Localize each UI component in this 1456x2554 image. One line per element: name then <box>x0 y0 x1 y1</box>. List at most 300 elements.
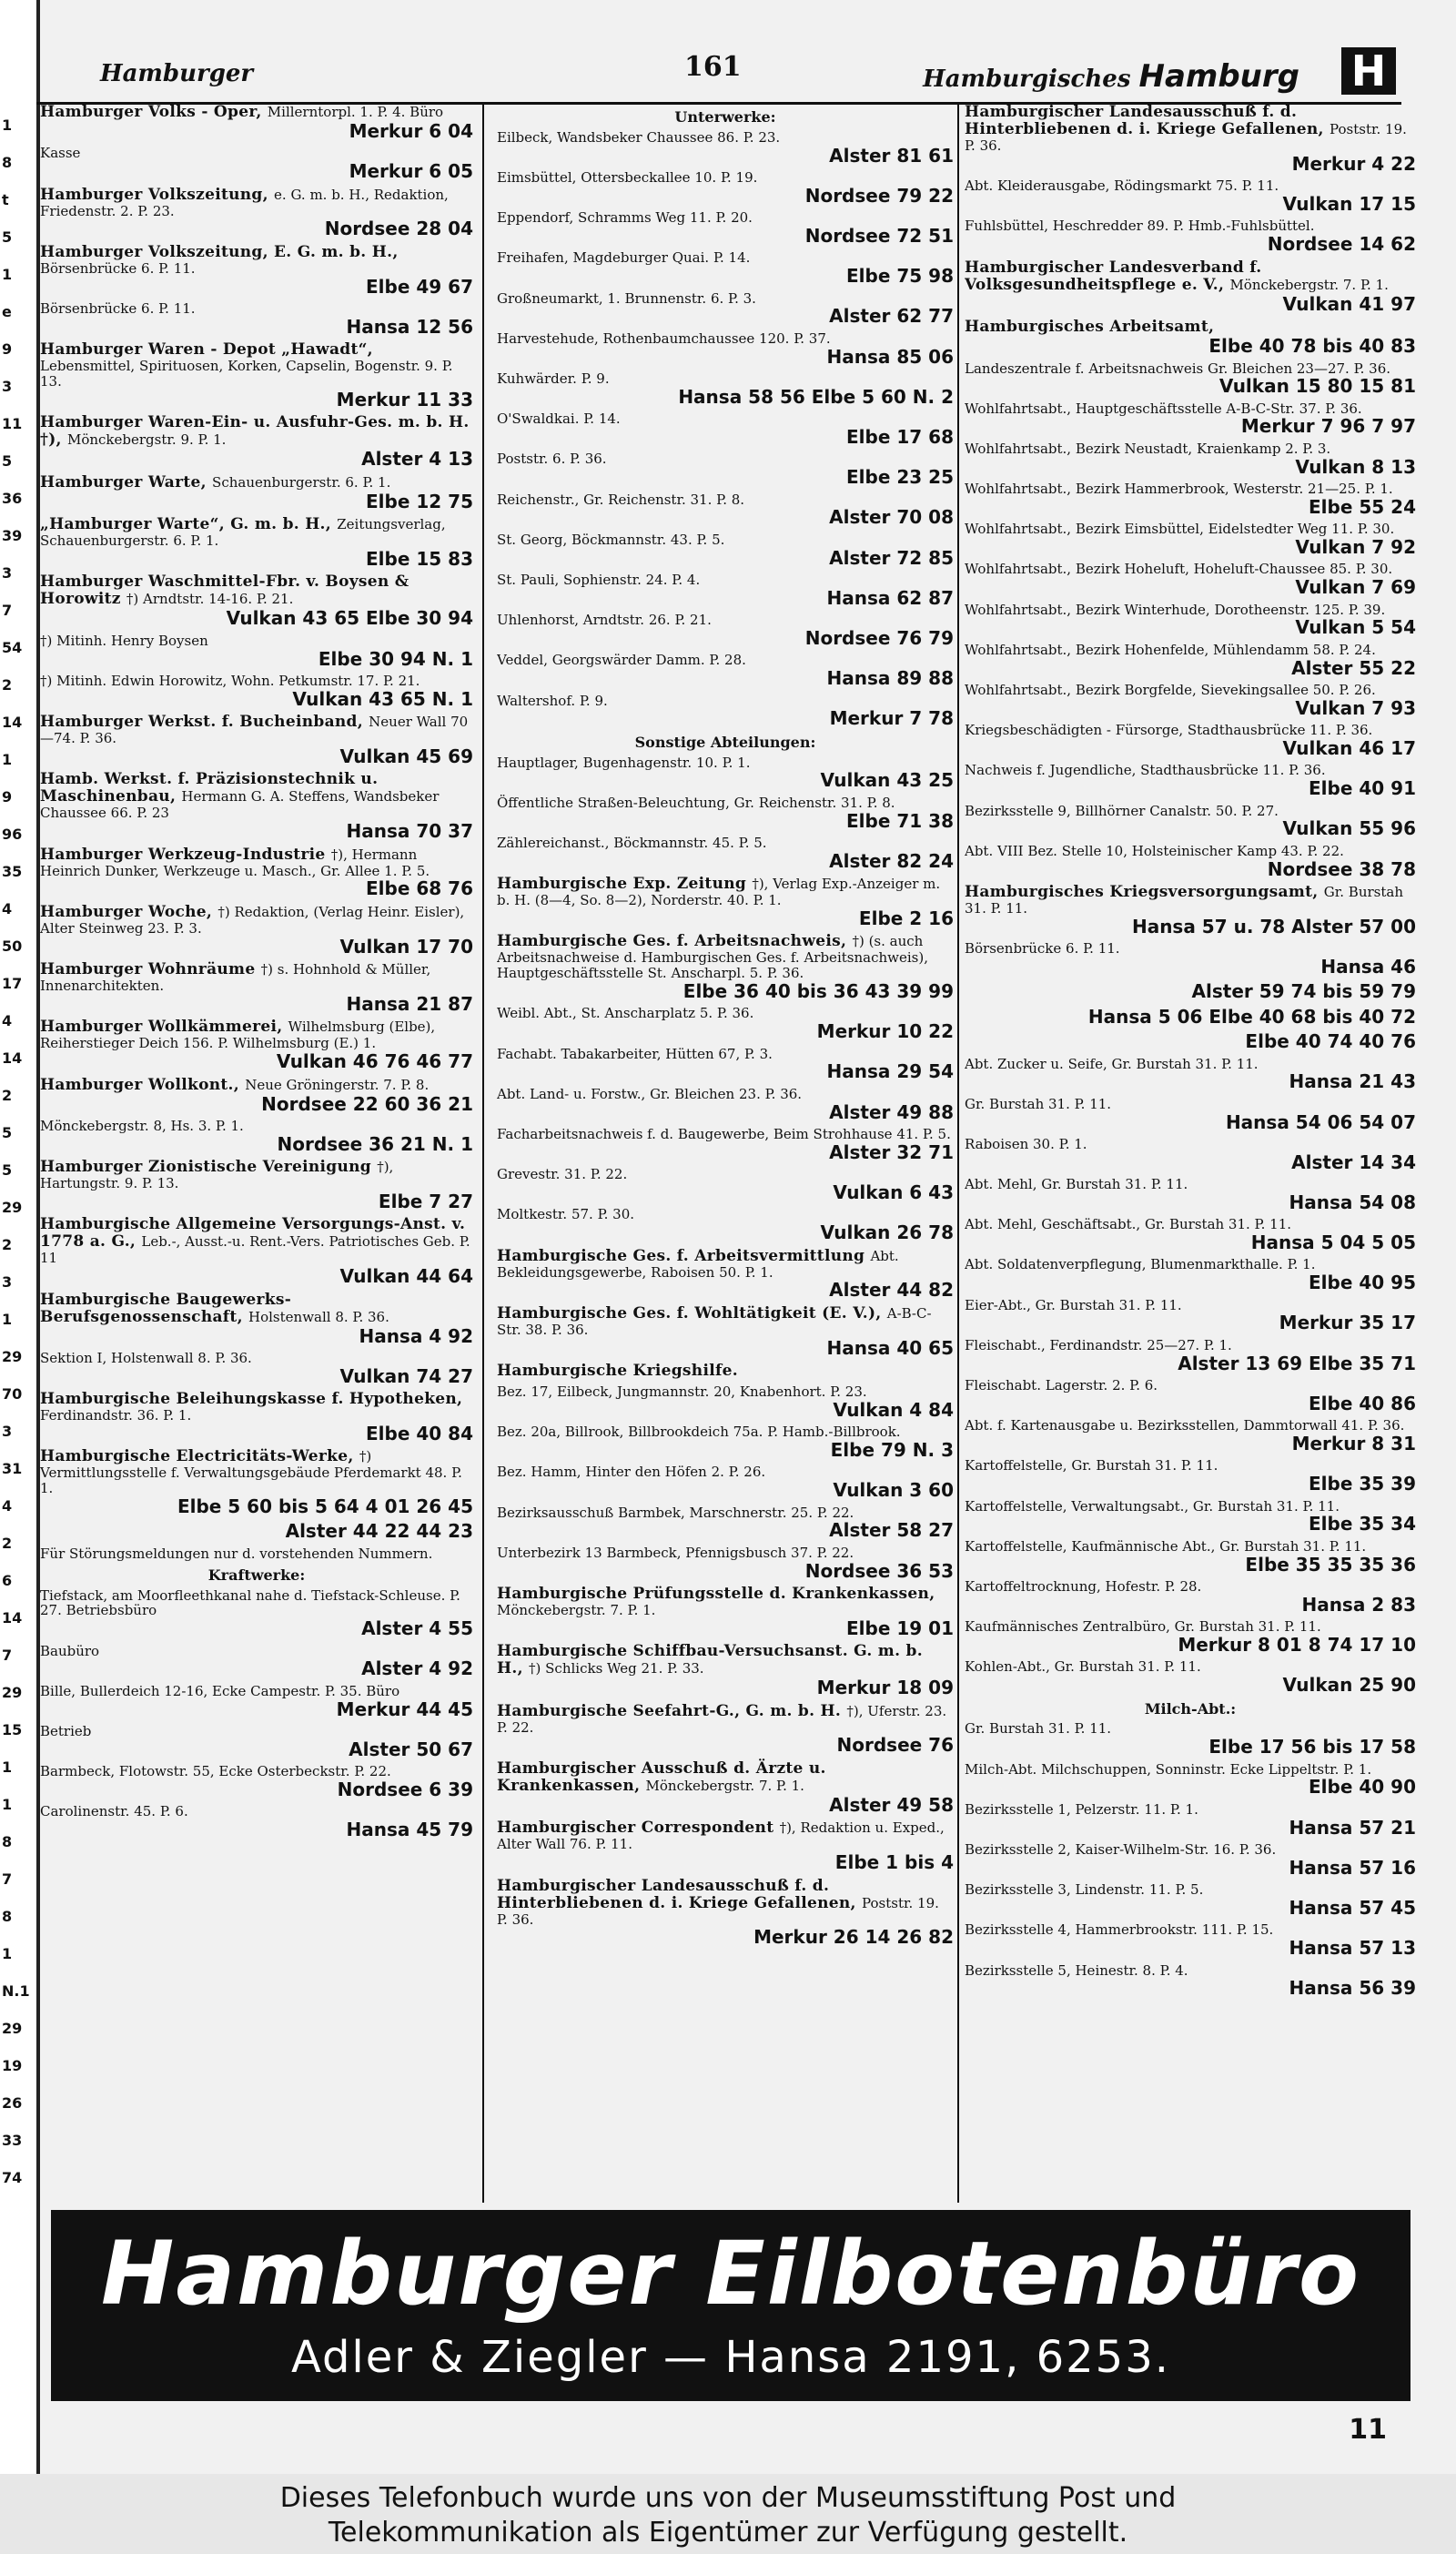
listing-entry <box>965 1378 1416 1414</box>
entry-name: Hamburgische Ges. f. Wohltätigkeit (E. V.), <box>497 1303 887 1323</box>
entry-phone: Hansa 4 92 <box>359 1324 473 1347</box>
margin-fragment: 4 <box>2 1012 13 1029</box>
entry-phone: Vulkan 43 25 <box>820 769 954 792</box>
listing-entry <box>497 694 954 729</box>
listing-entry <box>40 1292 473 1346</box>
entry-phone: Hansa 21 43 <box>1289 1070 1416 1093</box>
entry-address: †) Vermittlungsstelle f. Verwaltungsgebäude Pferdemarkt 48. P. 1. <box>40 1448 462 1497</box>
entry-phone: Vulkan 8 13 <box>1295 455 1416 478</box>
entry-phone: Elbe 5 60 bis 5 64 4 01 26 45 <box>177 1495 473 1518</box>
entry-address: Mönckebergstr. 9. P. 1. <box>66 431 227 449</box>
listing-entry <box>40 516 473 569</box>
page-number: 161 <box>684 51 742 83</box>
margin-fragment: 5 <box>2 228 13 246</box>
entry-address: Unterbezirk 13 Barmbeck, Pfennigsbusch 37. P. 22. <box>497 1544 854 1561</box>
margin-fragment: 14 <box>2 1609 23 1627</box>
listing-entry <box>965 1338 1416 1373</box>
header-right-big: Hamburg <box>1138 58 1299 95</box>
header-right <box>923 58 1299 95</box>
listing-entry <box>40 1521 473 1541</box>
entry-address: †), Hartungstr. 9. P. 13. <box>40 1159 394 1192</box>
entry-address: Wohlfahrtsabt., Bezirk Hammerbrook, Westerstr. 21—25. P. 1. <box>965 481 1393 498</box>
margin-fragment: 2 <box>2 676 13 694</box>
entry-address: Waltershof. P. 9. <box>497 692 608 709</box>
listing-entry <box>40 1216 473 1286</box>
entry-phone: Nordsee 79 22 <box>804 184 954 207</box>
entry-name: Hamburgischer Ausschuß d. Ärzte u. Krankenkassen, <box>497 1758 826 1795</box>
listing-entry <box>965 1963 1416 1999</box>
entry-address: Neue Gröningerstr. 7. P. 8. <box>245 1076 430 1093</box>
entry-address: Börsenbrücke 6. P. 11. <box>40 300 196 318</box>
entry-phone: Elbe 1 bis 4 <box>834 1851 954 1874</box>
listing-entry <box>497 796 954 831</box>
entry-address: Eimsbüttel, Ottersbeckallee 10. P. 19. <box>497 169 758 187</box>
entry-address: †), Verlag Exp.-Anzeiger m. b. H. (8—4, So. 8—2), Norderstr. 40. P. 1. <box>497 876 941 909</box>
entry-address: Bille, Bullerdeich 12-16, Ecke Campestr. P. 35. Büro <box>40 1682 400 1699</box>
listing-entry <box>497 1464 954 1500</box>
entry-name: Hamburgische Beleihungskasse f. Hypotheken, <box>40 1390 463 1409</box>
listing-entry <box>965 1842 1416 1878</box>
margin-fragment: 7 <box>2 602 13 619</box>
entry-phone: Elbe 30 94 N. 1 <box>318 647 473 670</box>
listing-entry <box>965 1619 1416 1655</box>
margin-fragment: t <box>2 191 9 208</box>
entry-name: Hamburgischer Correspondent <box>497 1819 780 1838</box>
entry-address: Bezirksstelle 5, Heinestr. 8. P. 4. <box>965 1961 1188 1979</box>
listing-entry <box>497 1207 954 1242</box>
header-right-text: Hamburgisches <box>923 66 1131 93</box>
listing-entry <box>497 1878 954 1948</box>
entry-address: Leb.-, Ausst.-u. Rent.-Vers. Patriotisches Geb. P. 11 <box>40 1233 470 1267</box>
entry-name: Hamb. Werkst. f. Präzisionstechnik u. Maschinenbau, <box>40 770 379 806</box>
entry-name: Hamburger Volkszeitung, <box>40 185 275 204</box>
entry-address: Bez. 20a, Billrook, Billbrookdeich 75a. P. Hamb.-Billbrook. <box>497 1424 901 1441</box>
entry-phone: Alster 50 67 <box>349 1738 473 1760</box>
listing-entry <box>40 414 473 469</box>
listing-entry <box>965 441 1416 477</box>
listing-entry <box>40 1684 473 1719</box>
listing-entry <box>40 146 473 181</box>
listing-entry <box>965 1721 1416 1757</box>
entry-phone: Vulkan 25 90 <box>1282 1674 1416 1697</box>
entry-name: Hamburgischer Landesverband f. Volksgesundheitspflege e. V., <box>965 258 1262 294</box>
margin-fragment: 39 <box>2 527 23 544</box>
entry-phone: Nordsee 14 62 <box>1267 233 1416 256</box>
entry-address: Abt. VIII Bez. Stelle 10, Holsteinischer Kamp 43. P. 22. <box>965 842 1344 859</box>
entry-address: Nachweis f. Jugendliche, Stadthausbrücke 11. P. 36. <box>965 762 1326 779</box>
entry-address: †) s. Hohnhold & Müller, Innenarchitekten. <box>40 961 431 995</box>
entry-phone: Merkur 44 45 <box>336 1698 473 1720</box>
margin-fragment: 29 <box>2 1684 23 1701</box>
entry-phone: Merkur 11 33 <box>336 388 473 410</box>
entry-address: Abt. Mehl, Gr. Burstah 31. P. 11. <box>965 1176 1188 1193</box>
entry-address: Millerntorpl. 1. P. 4. Büro <box>267 104 444 120</box>
listing-entry <box>965 1458 1416 1494</box>
entry-phone: Elbe 17 56 bis 17 58 <box>1208 1736 1416 1758</box>
entry-phone: Alster 13 69 Elbe 35 71 <box>1178 1352 1416 1374</box>
entry-phone: Alster 4 13 <box>361 448 473 471</box>
entry-address: Kriegsbeschädigten - Fürsorge, Stadthausbrücke 11. P. 36. <box>965 722 1373 739</box>
listing-entry <box>40 1077 473 1114</box>
entry-address: Betrieb <box>40 1722 92 1739</box>
entry-name: Hamburgisches Arbeitsamt, <box>965 318 1215 337</box>
entry-phone: Elbe 35 39 <box>1309 1473 1416 1495</box>
entry-name: Hamburgisches Kriegsversorgungsamt, <box>965 882 1324 901</box>
entry-address: Fleischabt. Lagerstr. 2. P. 6. <box>965 1377 1158 1394</box>
listing-entry <box>497 130 954 166</box>
entry-address: †) Redaktion, (Verlag Heinr. Eisler), Alter Steinweg 23. P. 3. <box>40 903 465 937</box>
entry-phone: Alster 70 08 <box>829 506 954 529</box>
entry-phone: Hansa 2 83 <box>1301 1593 1416 1616</box>
listing-entry <box>40 1764 473 1799</box>
entry-phone: Nordsee 6 39 <box>337 1778 473 1800</box>
entry-name: Hamburger Waschmittel-Fbr. v. Boysen & Horowitz <box>40 573 410 609</box>
listing-entry <box>40 1448 473 1516</box>
margin-fragment: N.1 <box>2 1982 30 2000</box>
listing-entry <box>497 1047 954 1082</box>
entry-phone: Elbe 71 38 <box>846 809 954 832</box>
entry-address: Gr. Burstah 31. P. 11. <box>965 1720 1112 1738</box>
footer-line-2: Telekommunikation als Eigentümer zur Verfügung gestellt. <box>328 2516 1128 2549</box>
entry-phone: Hansa 12 56 <box>346 315 473 338</box>
listing-entry <box>497 1643 954 1698</box>
entry-name: Hamburger Werkst. f. Bucheinband, <box>40 713 369 732</box>
entry-name: Hamburgische Exp. Zeitung <box>497 875 753 894</box>
entry-address: Raboisen 30. P. 1. <box>965 1135 1087 1152</box>
listing-entry <box>965 1418 1416 1454</box>
entry-phone: Merkur 4 22 <box>1291 152 1416 175</box>
listing-entry <box>40 1019 473 1071</box>
entry-address: †), Uferstr. 23. P. 22. <box>497 1702 947 1736</box>
entry-address: Wohlfahrtsabt., Bezirk Eimsbüttel, Eidelstedter Weg 11. P. 30. <box>965 521 1395 538</box>
entry-phone: Hansa 58 56 Elbe 5 60 N. 2 <box>678 385 954 408</box>
margin-fragment: 1 <box>2 266 13 283</box>
entry-address: Poststr. 6. P. 36. <box>497 451 607 468</box>
entry-name: Hamburger Zionistische Vereinigung <box>40 1158 378 1177</box>
entry-address: †) (s. auch Arbeitsnachweise d. Hamburgischen Ges. f. Arbeitsnachweis), Hauptgeschäftsstelle St. Anscharpl. 5. P. 36. <box>497 933 928 982</box>
listing-entry <box>965 844 1416 879</box>
listing-entry <box>497 411 954 447</box>
entry-address: †) Schlicks Weg 21. P. 33. <box>529 1660 704 1677</box>
entry-address: Poststr. 19. P. 36. <box>497 1894 939 1928</box>
listing-entry <box>40 1724 473 1759</box>
entry-address: Börsenbrücke 6. P. 11. <box>40 259 196 277</box>
entry-phone: Vulkan 7 69 <box>1295 576 1416 599</box>
listing-entry <box>497 492 954 528</box>
entry-address: Wohlfahrtsabt., Bezirk Winterhude, Dorotheenstr. 125. P. 39. <box>965 601 1386 618</box>
listing-entry <box>497 755 954 791</box>
listing-entry <box>40 1159 473 1211</box>
running-header <box>36 47 1401 98</box>
entry-phone: Hansa 5 04 5 05 <box>1250 1231 1416 1254</box>
entry-phone: Nordsee 36 53 <box>804 1559 954 1582</box>
entry-address: Großneumarkt, 1. Brunnenstr. 6. P. 3. <box>497 289 756 307</box>
entry-address: St. Pauli, Sophienstr. 24. P. 4. <box>497 571 701 588</box>
entry-address: O'Swaldkai. P. 14. <box>497 410 621 428</box>
margin-fragment: 3 <box>2 564 13 582</box>
entry-phone: Merkur 35 17 <box>1279 1312 1416 1334</box>
entry-name: Hamburgische Seefahrt-G., G. m. b. H. <box>497 1701 847 1720</box>
entry-phone: Elbe 23 25 <box>846 466 954 489</box>
entry-phone: Hansa 54 06 54 07 <box>1225 1110 1416 1133</box>
listing-entry <box>497 210 954 246</box>
entry-name: Hamburger Wollkont., <box>40 1075 246 1094</box>
entry-phone: Nordsee 72 51 <box>804 225 954 248</box>
entry-name: Hamburgische Allgemeine Versorgungs-Anst. v. 1778 a. G., <box>40 1215 466 1252</box>
entry-name: Hamburger Woche, <box>40 902 218 921</box>
entry-address: Mönckebergstr. 7. P. 1. <box>1229 276 1389 293</box>
entry-phone: Elbe 40 90 <box>1309 1776 1416 1799</box>
entry-address: Hauptlager, Bugenhagenstr. 10. P. 1. <box>497 754 751 771</box>
listing-entry <box>40 573 473 628</box>
listing-entry <box>40 714 473 766</box>
listing-entry <box>40 1804 473 1839</box>
entry-address: Abt. Zucker u. Seife, Gr. Burstah 31. P. 11. <box>965 1055 1259 1072</box>
margin-fragment: 3 <box>2 1273 13 1291</box>
column-divider <box>482 104 484 2203</box>
entry-address: Wohlfahrtsabt., Hauptgeschäftsstelle A-B-C-Str. 37. P. 36. <box>965 400 1362 417</box>
listing-entry <box>965 1539 1416 1575</box>
bottom-page-number: 11 <box>1349 2414 1387 2446</box>
entry-address: Abt. f. Kartenausgabe u. Bezirksstellen, Dammtorwall 41. P. 36. <box>965 1417 1405 1434</box>
entry-phone: Merkur 6 05 <box>349 160 473 183</box>
entry-address: Facharbeitsnachweis f. d. Baugewerbe, Beim Strohhause 41. P. 5. <box>497 1125 951 1142</box>
listing-entry <box>497 451 954 487</box>
entry-address: Bezirksstelle 9, Billhörner Canalstr. 50. P. 27. <box>965 802 1279 819</box>
margin-fragment: 11 <box>2 415 23 432</box>
entry-address: Kartoffelstelle, Gr. Burstah 31. P. 11. <box>965 1457 1218 1475</box>
entry-address: Baubüro <box>40 1642 100 1659</box>
advertisement-banner <box>51 2210 1410 2401</box>
listing-entry <box>40 1588 473 1639</box>
entry-phone: Hansa 57 21 <box>1289 1816 1416 1839</box>
entry-name: Hamburgische Electricitäts-Werke, <box>40 1447 359 1466</box>
margin-fragment: 9 <box>2 340 13 358</box>
listing-entry <box>965 1057 1416 1092</box>
thumb-index-tab: H <box>1341 47 1396 95</box>
listing-entry <box>965 1031 1416 1051</box>
entry-phone: Vulkan 17 70 <box>339 935 473 958</box>
listing-entry <box>497 653 954 688</box>
margin-fragment: 50 <box>2 937 23 955</box>
margin-fragment: 2 <box>2 1236 13 1253</box>
listing-entry <box>965 1257 1416 1292</box>
entry-phone: Merkur 7 78 <box>829 707 954 730</box>
listing-entry <box>497 1384 954 1420</box>
entry-address: Bezirksstelle 1, Pelzerstr. 11. P. 1. <box>965 1800 1198 1818</box>
margin-fragment: 15 <box>2 1721 23 1738</box>
margin-fragment: 1 <box>2 1311 13 1328</box>
margin-fragment: 96 <box>2 826 23 843</box>
entry-address: Freihafen, Magdeburger Quai. P. 14. <box>497 249 751 267</box>
entry-phone: Elbe 2 16 <box>858 907 954 930</box>
margin-fragment: 1 <box>2 1758 13 1776</box>
entry-name: Hamburger Waren - Depot „Hawadt“, <box>40 340 373 360</box>
entry-name: Hamburger Volks - Oper, <box>40 104 268 121</box>
listing-entry <box>965 1922 1416 1958</box>
listing-entry <box>497 1703 954 1756</box>
header-left: Hamburger <box>100 60 254 87</box>
listing-entry <box>497 573 954 608</box>
entry-address: Kuhwärder. P. 9. <box>497 370 610 388</box>
listing-entry <box>40 904 473 957</box>
margin-fragment: 1 <box>2 1945 13 1962</box>
margin-fragment: 7 <box>2 1870 13 1888</box>
listing-entry <box>965 104 1416 174</box>
entry-address: Wohlfahrtsabt., Bezirk Borgfelde, Sievekingsallee 50. P. 26. <box>965 682 1376 698</box>
listing-entry <box>965 981 1416 1001</box>
listing-entry <box>965 1762 1416 1798</box>
entry-address: Zeitungsverlag, Schauenburgerstr. 6. P. 1. <box>40 516 446 550</box>
listing-entry <box>497 371 954 407</box>
listing-entry <box>497 1546 954 1581</box>
entry-phone: Hansa 57 45 <box>1289 1896 1416 1919</box>
entry-address: Wohlfahrtsabt., Bezirk Hohenfelde, Mühlendamm 58. P. 24. <box>965 641 1376 658</box>
entry-phone: Vulkan 74 27 <box>339 1364 473 1387</box>
listing-entry <box>497 1248 954 1301</box>
margin-fragment: 9 <box>2 788 13 806</box>
listing-entry <box>965 884 1416 937</box>
listing-entry <box>497 1167 954 1202</box>
entry-phone: Merkur 7 96 7 97 <box>1240 415 1416 438</box>
entry-phone: Nordsee 22 60 36 21 <box>261 1092 473 1115</box>
entry-phone: Elbe 35 35 35 36 <box>1245 1553 1416 1576</box>
entry-address: Fleischabt., Ferdinandstr. 25—27. P. 1. <box>965 1336 1232 1353</box>
entry-address: Wohlfahrtsabt., Bezirk Neustadt, Kraienkamp 2. P. 3. <box>965 440 1331 457</box>
listing-entry <box>965 259 1416 314</box>
section-heading: Sonstige Abteilungen: <box>634 733 816 751</box>
entry-address: †), Hermann Heinrich Dunker, Werkzeuge u. Masch., Gr. Allee 1. P. 5. <box>40 846 430 879</box>
listing-entry <box>40 674 473 709</box>
entry-phone: Merkur 8 31 <box>1291 1433 1416 1454</box>
entry-phone: Hansa 29 54 <box>826 1060 954 1083</box>
entry-phone: Elbe 36 40 bis 36 43 39 99 <box>682 980 954 1003</box>
entry-address: Ferdinandstr. 36. P. 1. <box>40 1407 192 1424</box>
listing-entry <box>497 876 954 928</box>
entry-phone: Hansa 45 79 <box>346 1819 473 1841</box>
entry-phone: Hansa 21 87 <box>346 992 473 1015</box>
entry-phone: Vulkan 7 93 <box>1295 696 1416 719</box>
margin-fragment: 70 <box>2 1385 23 1403</box>
entry-name: Hamburgische Schiffbau-Versuchsanst. G. m. b. H., <box>497 1642 923 1678</box>
entry-address: Poststr. 19. P. 36. <box>965 121 1407 155</box>
entry-phone: Elbe 7 27 <box>378 1190 473 1212</box>
entry-phone: Vulkan 44 64 <box>339 1265 473 1288</box>
entry-phone: Hansa 40 65 <box>826 1336 954 1359</box>
ad-subtitle: Adler & Ziegler — Hansa 2191, 6253. <box>290 2332 1171 2383</box>
entry-address: Abt. Soldatenverpflegung, Blumenmarkthalle. P. 1. <box>965 1256 1316 1273</box>
listing-entry <box>497 836 954 871</box>
entry-address: Kartoffelstelle, Kaufmännische Abt., Gr. Burstah 31. P. 11. <box>965 1537 1367 1555</box>
entry-phone: Hansa 70 37 <box>346 820 473 843</box>
entry-address: Schauenburgerstr. 6. P. 1. <box>212 473 391 491</box>
entry-phone: Elbe 35 34 <box>1309 1513 1416 1535</box>
entry-address: Eppendorf, Schramms Weg 11. P. 20. <box>497 209 753 227</box>
entry-address: Bezirksstelle 3, Lindenstr. 11. P. 5. <box>965 1881 1204 1899</box>
column-2 <box>497 104 954 2203</box>
margin-fragment: 5 <box>2 452 13 470</box>
listing-entry <box>965 1882 1416 1918</box>
entry-address: Abt. Kleiderausgabe, Rödingsmarkt 75. P. 11. <box>965 177 1279 195</box>
entry-phone: Hansa 62 87 <box>826 586 954 609</box>
entry-phone: Elbe 55 24 <box>1309 495 1416 518</box>
entry-address: Sektion I, Holstenwall 8. P. 36. <box>40 1350 252 1367</box>
margin-fragment: 4 <box>2 900 13 917</box>
entry-address: Grevestr. 31. P. 22. <box>497 1166 628 1183</box>
entry-address: †), Redaktion u. Exped., Alter Wall 76. P. 11. <box>497 1819 945 1853</box>
margin-fragment: 31 <box>2 1460 23 1477</box>
listing-entry <box>965 603 1416 638</box>
margin-fragment: 17 <box>2 975 23 992</box>
entry-address: Wohlfahrtsabt., Bezirk Hoheluft, Hoheluft-Chaussee 85. P. 30. <box>965 561 1393 578</box>
listing-entry <box>40 1119 473 1154</box>
margin-fragment: 3 <box>2 378 13 395</box>
entry-phone: Alster 72 85 <box>829 546 954 569</box>
listing-entry <box>40 244 473 297</box>
margin-fragment: 8 <box>2 1833 13 1850</box>
margin-fragment: 5 <box>2 1124 13 1141</box>
margin-fragment: 5 <box>2 1161 13 1179</box>
listing-entry <box>497 613 954 648</box>
margin-fragment: 2 <box>2 1087 13 1104</box>
listing-entry <box>965 481 1416 517</box>
entry-phone: Elbe 40 91 <box>1309 777 1416 800</box>
margin-fragment: 74 <box>2 2169 23 2186</box>
entry-address: Für Störungsmeldungen nur d. vorstehenden Nummern. <box>40 1545 433 1562</box>
entry-phone: Hansa 57 13 <box>1289 1937 1416 1960</box>
column-3 <box>965 104 1416 2203</box>
entry-phone: Alster 44 82 <box>829 1279 954 1302</box>
entry-address: Moltkestr. 57. P. 30. <box>497 1206 635 1223</box>
listing-entry <box>497 331 954 367</box>
column-1 <box>40 104 473 2203</box>
listing-entry <box>965 723 1416 758</box>
entry-address: Abt. Land- u. Forstw., Gr. Bleichen 23. P. 36. <box>497 1085 803 1102</box>
margin-fragment: 19 <box>2 2057 23 2074</box>
entry-address: Öffentliche Straßen-Beleuchtung, Gr. Reichenstr. 31. P. 8. <box>497 794 895 811</box>
listing-entry <box>40 846 473 899</box>
section-heading: Milch-Abt.: <box>1144 1699 1237 1718</box>
entry-phone: Vulkan 26 78 <box>820 1221 954 1244</box>
margin-fragment: 26 <box>2 2094 23 2112</box>
entry-phone: Alster 4 92 <box>361 1657 473 1680</box>
entry-name: Hamburgische Kriegshilfe. <box>497 1361 738 1380</box>
entry-phone: Alster 32 71 <box>829 1140 954 1163</box>
entry-address: Uhlenhorst, Arndtstr. 26. P. 21. <box>497 612 712 629</box>
entry-name: Hamburger Waren-Ein- u. Ausfuhr-Ges. m. b. H. †), <box>40 413 470 450</box>
entry-phone: Alster 82 24 <box>829 849 954 872</box>
column-divider <box>957 104 959 2203</box>
entry-address: Bez. 17, Eilbeck, Jungmannstr. 20, Knabenhort. P. 23. <box>497 1383 867 1401</box>
entry-name: Hamburger Wohnräume <box>40 960 261 979</box>
listing-entry <box>965 522 1416 557</box>
entry-address: Kaufmännisches Zentralbüro, Gr. Burstah 31. P. 11. <box>965 1618 1321 1636</box>
margin-fragment: 1 <box>2 1796 13 1813</box>
entry-address: Weibl. Abt., St. Anscharplatz 5. P. 36. <box>497 1005 754 1022</box>
entry-address: Bez. Hamm, Hinter den Höfen 2. P. 26. <box>497 1464 766 1481</box>
listing-entry <box>965 1298 1416 1333</box>
listing-entry <box>965 319 1416 356</box>
entry-name: Hamburgischer Landesausschuß f. d. Hinterbliebenen d. i. Kriege Gefallenen, <box>965 104 1330 139</box>
listing-entry <box>40 187 473 239</box>
listing-entry <box>497 1363 954 1380</box>
entry-phone: Vulkan 7 92 <box>1295 536 1416 559</box>
margin-fragment: 54 <box>2 639 23 656</box>
entry-address: Landeszentrale f. Arbeitsnachweis Gr. Bleichen 23—27. P. 36. <box>965 360 1391 377</box>
entry-phone: Elbe 40 95 <box>1309 1272 1416 1294</box>
entry-address: Reichenstr., Gr. Reichenstr. 31. P. 8. <box>497 491 745 508</box>
entry-phone: Merkur 8 01 8 74 17 10 <box>1178 1633 1416 1656</box>
